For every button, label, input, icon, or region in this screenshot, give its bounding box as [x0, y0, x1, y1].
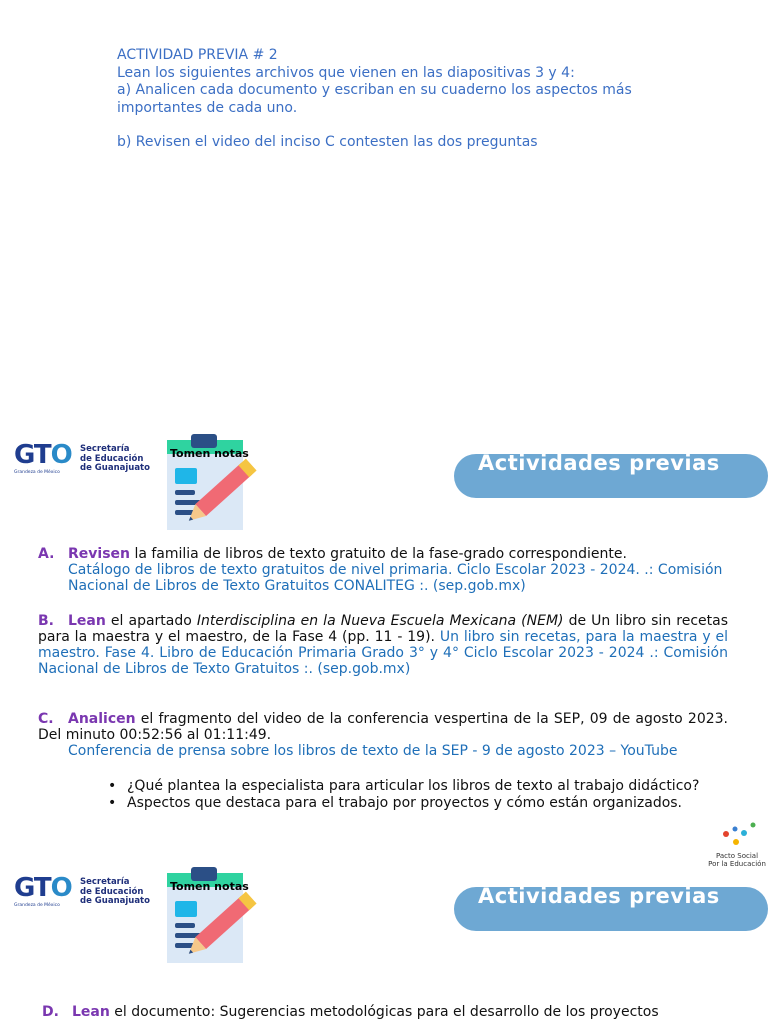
activity-a-verb: Revisen: [68, 546, 130, 562]
activity-d: [42, 1004, 730, 1020]
activity-c-letter: C.: [38, 711, 54, 727]
activity-c: [38, 711, 728, 759]
activity-a: [38, 546, 728, 594]
secretaria-label: [80, 445, 150, 474]
pacto-social-logo: [708, 820, 766, 868]
pacto-line-1: Pacto Social: [715, 852, 759, 860]
intro-line-3: b) Revisen el video del inciso C contesten las dos preguntas: [117, 134, 538, 150]
notes-label: Tomen notas: [170, 447, 249, 460]
secretaria-line-2: de Educación: [80, 453, 144, 464]
intro-line-2: a) Analicen cada documento y escriban en su cuaderno los aspectos más importantes de cada uno.: [117, 82, 632, 116]
activity-d-text: el documento: Sugerencias metodológicas para el desarrollo de los proyectos: [109, 1004, 659, 1020]
activity-d-verb: Lean: [72, 1004, 110, 1020]
activity-a-text: la familia de libros de texto gratuito de la fase-grado correspondiente.: [130, 546, 627, 562]
question-item: [108, 795, 748, 812]
gto-tagline: Grandeza de México: [14, 903, 60, 908]
secretaria-line-2: de Educación: [80, 886, 144, 897]
gto-logo-o: O: [50, 440, 72, 470]
activity-d-letter: D.: [42, 1004, 59, 1020]
activity-a-letter: A.: [38, 546, 55, 562]
pacto-dots-icon: [708, 820, 766, 848]
question-text: ¿Qué plantea la especialista para articular los libros de texto al trabajo didáctico?: [127, 778, 700, 794]
gto-logo-o: O: [50, 873, 72, 903]
intro-line-1: Lean los siguientes archivos que vienen en las diapositivas 3 y 4:: [117, 64, 575, 81]
activity-b-text-2: de Un libro sin recetas para la maestra y el maestro, de la Fase 4 (pp. 11 - 19).: [38, 613, 728, 645]
gto-logo-text: GT: [14, 873, 51, 903]
activity-b-italic: Interdisciplina en la Nueva Escuela Mexicana (NEM): [196, 613, 564, 629]
secretaria-line-3: de Guanajuato: [80, 463, 150, 473]
activity-c-text: el fragmento del video de la conferencia vespertina de la SEP, 09 de agosto 2023. Del minuto 00:52:56 al 01:11:49.: [38, 711, 728, 743]
activity-c-verb: Analicen: [68, 711, 136, 727]
activity-b-link[interactable]: Un libro sin recetas, para la maestra y el maestro. Fase 4. Libro de Educación Primaria Grado 3° y 4° Ciclo Escolar 2023 - 2024 .: Comisión Nacional de Libros de Texto Gratuitos :. (sep.gob.mx): [38, 629, 728, 677]
secretaria-line-3: de Guanajuato: [80, 896, 150, 906]
secretaria-line-1: Secretaría: [80, 444, 130, 454]
gto-logo-text: GT: [14, 440, 51, 470]
bullet-icon: •: [108, 795, 117, 811]
activity-b-text-1: el apartado: [105, 613, 197, 629]
secretaria-label: [80, 878, 150, 907]
gto-logo: [14, 873, 72, 908]
pacto-line-2: Por la Educación: [708, 860, 766, 868]
secretaria-line-1: Secretaría: [80, 877, 130, 887]
question-item: [108, 778, 748, 795]
question-text: Aspectos que destaca para el trabajo por proyectos y cómo están organizados.: [127, 795, 683, 811]
gto-tagline: Grandeza de México: [14, 470, 60, 475]
activity-b-letter: B.: [38, 613, 54, 629]
notes-label: Tomen notas: [170, 880, 249, 893]
activity-b: [38, 613, 728, 677]
question-list: [108, 778, 748, 812]
intro-block: [117, 47, 677, 152]
activity-c-link[interactable]: Conferencia de prensa sobre los libros de texto de la SEP - 9 de agosto 2023 – YouTube: [68, 743, 678, 759]
intro-title: ACTIVIDAD PREVIA # 2: [117, 47, 278, 63]
gto-logo: [14, 440, 72, 475]
activity-a-link[interactable]: Catálogo de libros de texto gratuitos de nivel primaria. Ciclo Escolar 2023 - 2024. .: Comisión Nacional de Libros de Texto Gratuitos CONALITEG :. (sep.gob.mx): [68, 562, 723, 594]
bullet-icon: •: [108, 778, 117, 794]
activity-b-verb: Lean: [68, 613, 106, 629]
activities-title: Actividades previas: [478, 884, 720, 908]
activities-title: Actividades previas: [478, 451, 720, 475]
